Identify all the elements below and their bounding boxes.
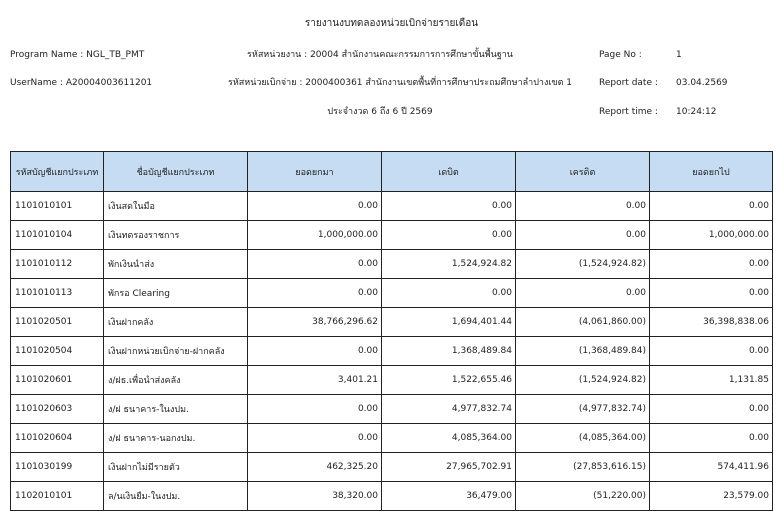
cell-debit: 1,524,924.82 xyxy=(382,250,516,279)
cell-debit: 4,085,364.00 xyxy=(382,424,516,453)
cell-account-name: พักเงินนำส่ง xyxy=(104,250,248,279)
cell-account-code: 1101020504 xyxy=(11,337,104,366)
cell-account-name: ง/ฝ ธนาคาร-นอกงปม. xyxy=(104,424,248,453)
cell-carried-forward: 23,579.00 xyxy=(650,482,773,511)
cell-carried-forward: 0.00 xyxy=(650,250,773,279)
page-no-value: 1 xyxy=(676,50,682,60)
cell-account-name: เงินฝากหน่วยเบิกจ่าย-ฝากคลัง xyxy=(104,337,248,366)
table-row xyxy=(11,308,773,337)
program-name: Program Name : NGL_TB_PMT xyxy=(10,50,145,60)
cell-carried-forward: 0.00 xyxy=(650,279,773,308)
cell-brought-forward: 0.00 xyxy=(248,395,382,424)
cell-carried-forward: 0.00 xyxy=(650,395,773,424)
user-name: UserName : A20004003611201 xyxy=(10,78,153,88)
cell-debit: 4,977,832.74 xyxy=(382,395,516,424)
cell-account-code: 1101020603 xyxy=(11,395,104,424)
table-row xyxy=(11,453,773,482)
cell-account-name: ล/นเงินยืม-ในงปม. xyxy=(104,482,248,511)
cell-brought-forward: 38,766,296.62 xyxy=(248,308,382,337)
cell-credit: 0.00 xyxy=(516,279,650,308)
cell-account-code: 1101030199 xyxy=(11,453,104,482)
cell-account-name: พักรอ Clearing xyxy=(104,279,248,308)
table-row xyxy=(11,221,773,250)
cell-brought-forward: 0.00 xyxy=(248,192,382,221)
cell-brought-forward: 38,320.00 xyxy=(248,482,382,511)
cell-debit: 0.00 xyxy=(382,192,516,221)
col-brought-forward: ยอดยกมา xyxy=(248,152,382,192)
cell-account-code: 1101010101 xyxy=(11,192,104,221)
cell-carried-forward: 1,000,000.00 xyxy=(650,221,773,250)
cell-account-name: ง/ฝ ธนาคาร-ในงปม. xyxy=(104,395,248,424)
cell-credit: (4,085,364.00) xyxy=(516,424,650,453)
cell-account-code: 1101020604 xyxy=(11,424,104,453)
col-account-code: รหัสบัญชีแยกประเภท xyxy=(11,152,104,192)
cell-debit: 0.00 xyxy=(382,221,516,250)
col-credit: เครดิต xyxy=(516,152,650,192)
cell-brought-forward: 0.00 xyxy=(248,250,382,279)
table-row xyxy=(11,482,773,511)
cell-debit: 1,694,401.44 xyxy=(382,308,516,337)
cell-account-code: 1102010101 xyxy=(11,482,104,511)
cell-brought-forward: 1,000,000.00 xyxy=(248,221,382,250)
cell-credit: (1,524,924.82) xyxy=(516,366,650,395)
cell-account-name: เงินฝากคลัง xyxy=(104,308,248,337)
disbursing-unit: รหัสหน่วยเบิกจ่าย : 2000400361 สำนักงานเขตพื้นที่การศึกษาประถมศึกษาลำปางเขต 1 xyxy=(228,78,573,88)
cell-credit: (51,220.00) xyxy=(516,482,650,511)
cell-credit: 0.00 xyxy=(516,192,650,221)
cell-account-name: เงินสดในมือ xyxy=(104,192,248,221)
report-title: รายงานงบทดลองหน่วยเบิกจ่ายรายเดือน xyxy=(304,18,479,29)
cell-carried-forward: 574,411.96 xyxy=(650,453,773,482)
cell-brought-forward: 0.00 xyxy=(248,337,382,366)
cell-debit: 0.00 xyxy=(382,279,516,308)
cell-credit: 0.00 xyxy=(516,221,650,250)
table-row xyxy=(11,279,773,308)
cell-brought-forward: 0.00 xyxy=(248,279,382,308)
cell-account-name: เงินทดรองราชการ xyxy=(104,221,248,250)
cell-carried-forward: 0.00 xyxy=(650,192,773,221)
cell-brought-forward: 0.00 xyxy=(248,424,382,453)
table-row xyxy=(11,337,773,366)
table-row xyxy=(11,192,773,221)
report-time-value: 10:24:12 xyxy=(676,107,717,117)
report-period: ประจำงวด 6 ถึง 6 ปี 2569 xyxy=(327,107,433,117)
cell-carried-forward: 36,398,838.06 xyxy=(650,308,773,337)
report-time-label: Report time : xyxy=(599,107,658,117)
cell-debit: 36,479.00 xyxy=(382,482,516,511)
table-header-row xyxy=(11,152,773,192)
col-carried-forward: ยอดยกไป xyxy=(650,152,773,192)
cell-credit: (4,061,860.00) xyxy=(516,308,650,337)
col-account-name: ชื่อบัญชีแยกประเภท xyxy=(104,152,248,192)
cell-carried-forward: 0.00 xyxy=(650,424,773,453)
cell-debit: 1,522,655.46 xyxy=(382,366,516,395)
cell-account-code: 1101010112 xyxy=(11,250,104,279)
cell-credit: (1,368,489.84) xyxy=(516,337,650,366)
trial-balance-table xyxy=(10,151,773,511)
cell-credit: (27,853,616.15) xyxy=(516,453,650,482)
cell-brought-forward: 3,401.21 xyxy=(248,366,382,395)
cell-carried-forward: 1,131.85 xyxy=(650,366,773,395)
table-row xyxy=(11,366,773,395)
cell-carried-forward: 0.00 xyxy=(650,337,773,366)
agency-code: รหัสหน่วยงาน : 20004 สำนักงานคณะกรรมการการศึกษาขั้นพื้นฐาน xyxy=(247,50,513,60)
cell-account-code: 1101020501 xyxy=(11,308,104,337)
cell-credit: (4,977,832.74) xyxy=(516,395,650,424)
col-debit: เดบิต xyxy=(382,152,516,192)
table-row xyxy=(11,250,773,279)
cell-debit: 1,368,489.84 xyxy=(382,337,516,366)
page-no-label: Page No : xyxy=(599,50,642,60)
cell-debit: 27,965,702.91 xyxy=(382,453,516,482)
table-row xyxy=(11,395,773,424)
table-body xyxy=(11,192,773,511)
report-date-label: Report date : xyxy=(599,78,658,88)
cell-brought-forward: 462,325.20 xyxy=(248,453,382,482)
cell-account-code: 1101010113 xyxy=(11,279,104,308)
cell-account-name: เงินฝากไม่มีรายตัว xyxy=(104,453,248,482)
cell-account-name: ง/ฝธ.เพื่อนำส่งคลัง xyxy=(104,366,248,395)
table-row xyxy=(11,424,773,453)
cell-account-code: 1101020601 xyxy=(11,366,104,395)
cell-account-code: 1101010104 xyxy=(11,221,104,250)
report-date-value: 03.04.2569 xyxy=(676,78,728,88)
cell-credit: (1,524,924.82) xyxy=(516,250,650,279)
